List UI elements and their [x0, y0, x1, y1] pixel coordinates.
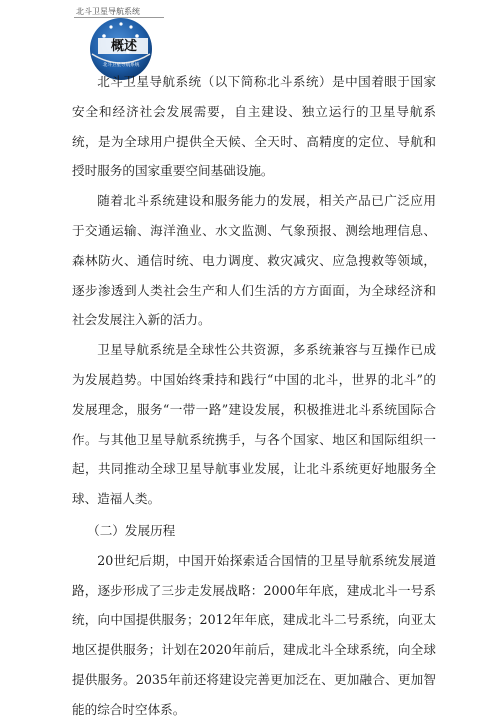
star-2: [109, 25, 112, 28]
intro-paragraph-3: 卫星导航系统是全球性公共资源，多系统兼容与互操作已成为发展趋势。中国始终秉持和践行“中国的北斗，世界的北斗”的发展理念，服务“一带一路”建设发展，积极推进北斗系统国际合作。与其他卫星导航系统携手，与各个国家、地区和国际组织一起，共同推动全球卫星导航事业发展，让北斗系统更好地服务全球、造福人类。: [72, 342, 436, 507]
page-content: [72, 67, 436, 725]
history-paragraph: 20世纪后期，中国开始探索适合国情的卫星导航系统发展道路，逐步形成了三步走发展战略：2000年年底，建成北斗一号系统，向中国提供服务；2012年年底，建成北斗二号系统，向亚太地区提供服务；计划在2020年前后，建成北斗全球系统，向全球提供服务。2035年前还将建设完善更加泛在、更加融合、更加智能的综合时空体系。: [72, 552, 436, 717]
logo-text: 北斗卫星导航系统: [102, 63, 140, 68]
star-5: [135, 34, 139, 38]
section-title: 概述: [110, 39, 138, 54]
page-header: 北斗卫星导航系统: [76, 7, 140, 16]
star-1: [102, 34, 106, 38]
star-4: [129, 25, 132, 28]
intro-paragraph-2: 随着北斗系统建设和服务能力的发展，相关产品已广泛应用于交通运输、海洋渔业、水文监测、气象预报、测绘地理信息、森林防火、通信时统、电力调度、救灾减灾、应急搜救等领域，逐步渗透到人类社会生产和人们生活的方方面面，为全球经济和社会发展注入新的活力。: [72, 193, 436, 328]
section-heading-history: （二）发展历程: [87, 522, 176, 538]
intro-paragraph-1: 北斗卫星导航系统（以下简称北斗系统）是中国着眼于国家安全和经济社会发展需要，自主建设、独立运行的卫星导航系统，是为全球用户提供全天候、全天时、高精度的定位、导航和授时服务的国家重要空间基础设施。: [72, 74, 436, 179]
star-3: [119, 22, 122, 25]
